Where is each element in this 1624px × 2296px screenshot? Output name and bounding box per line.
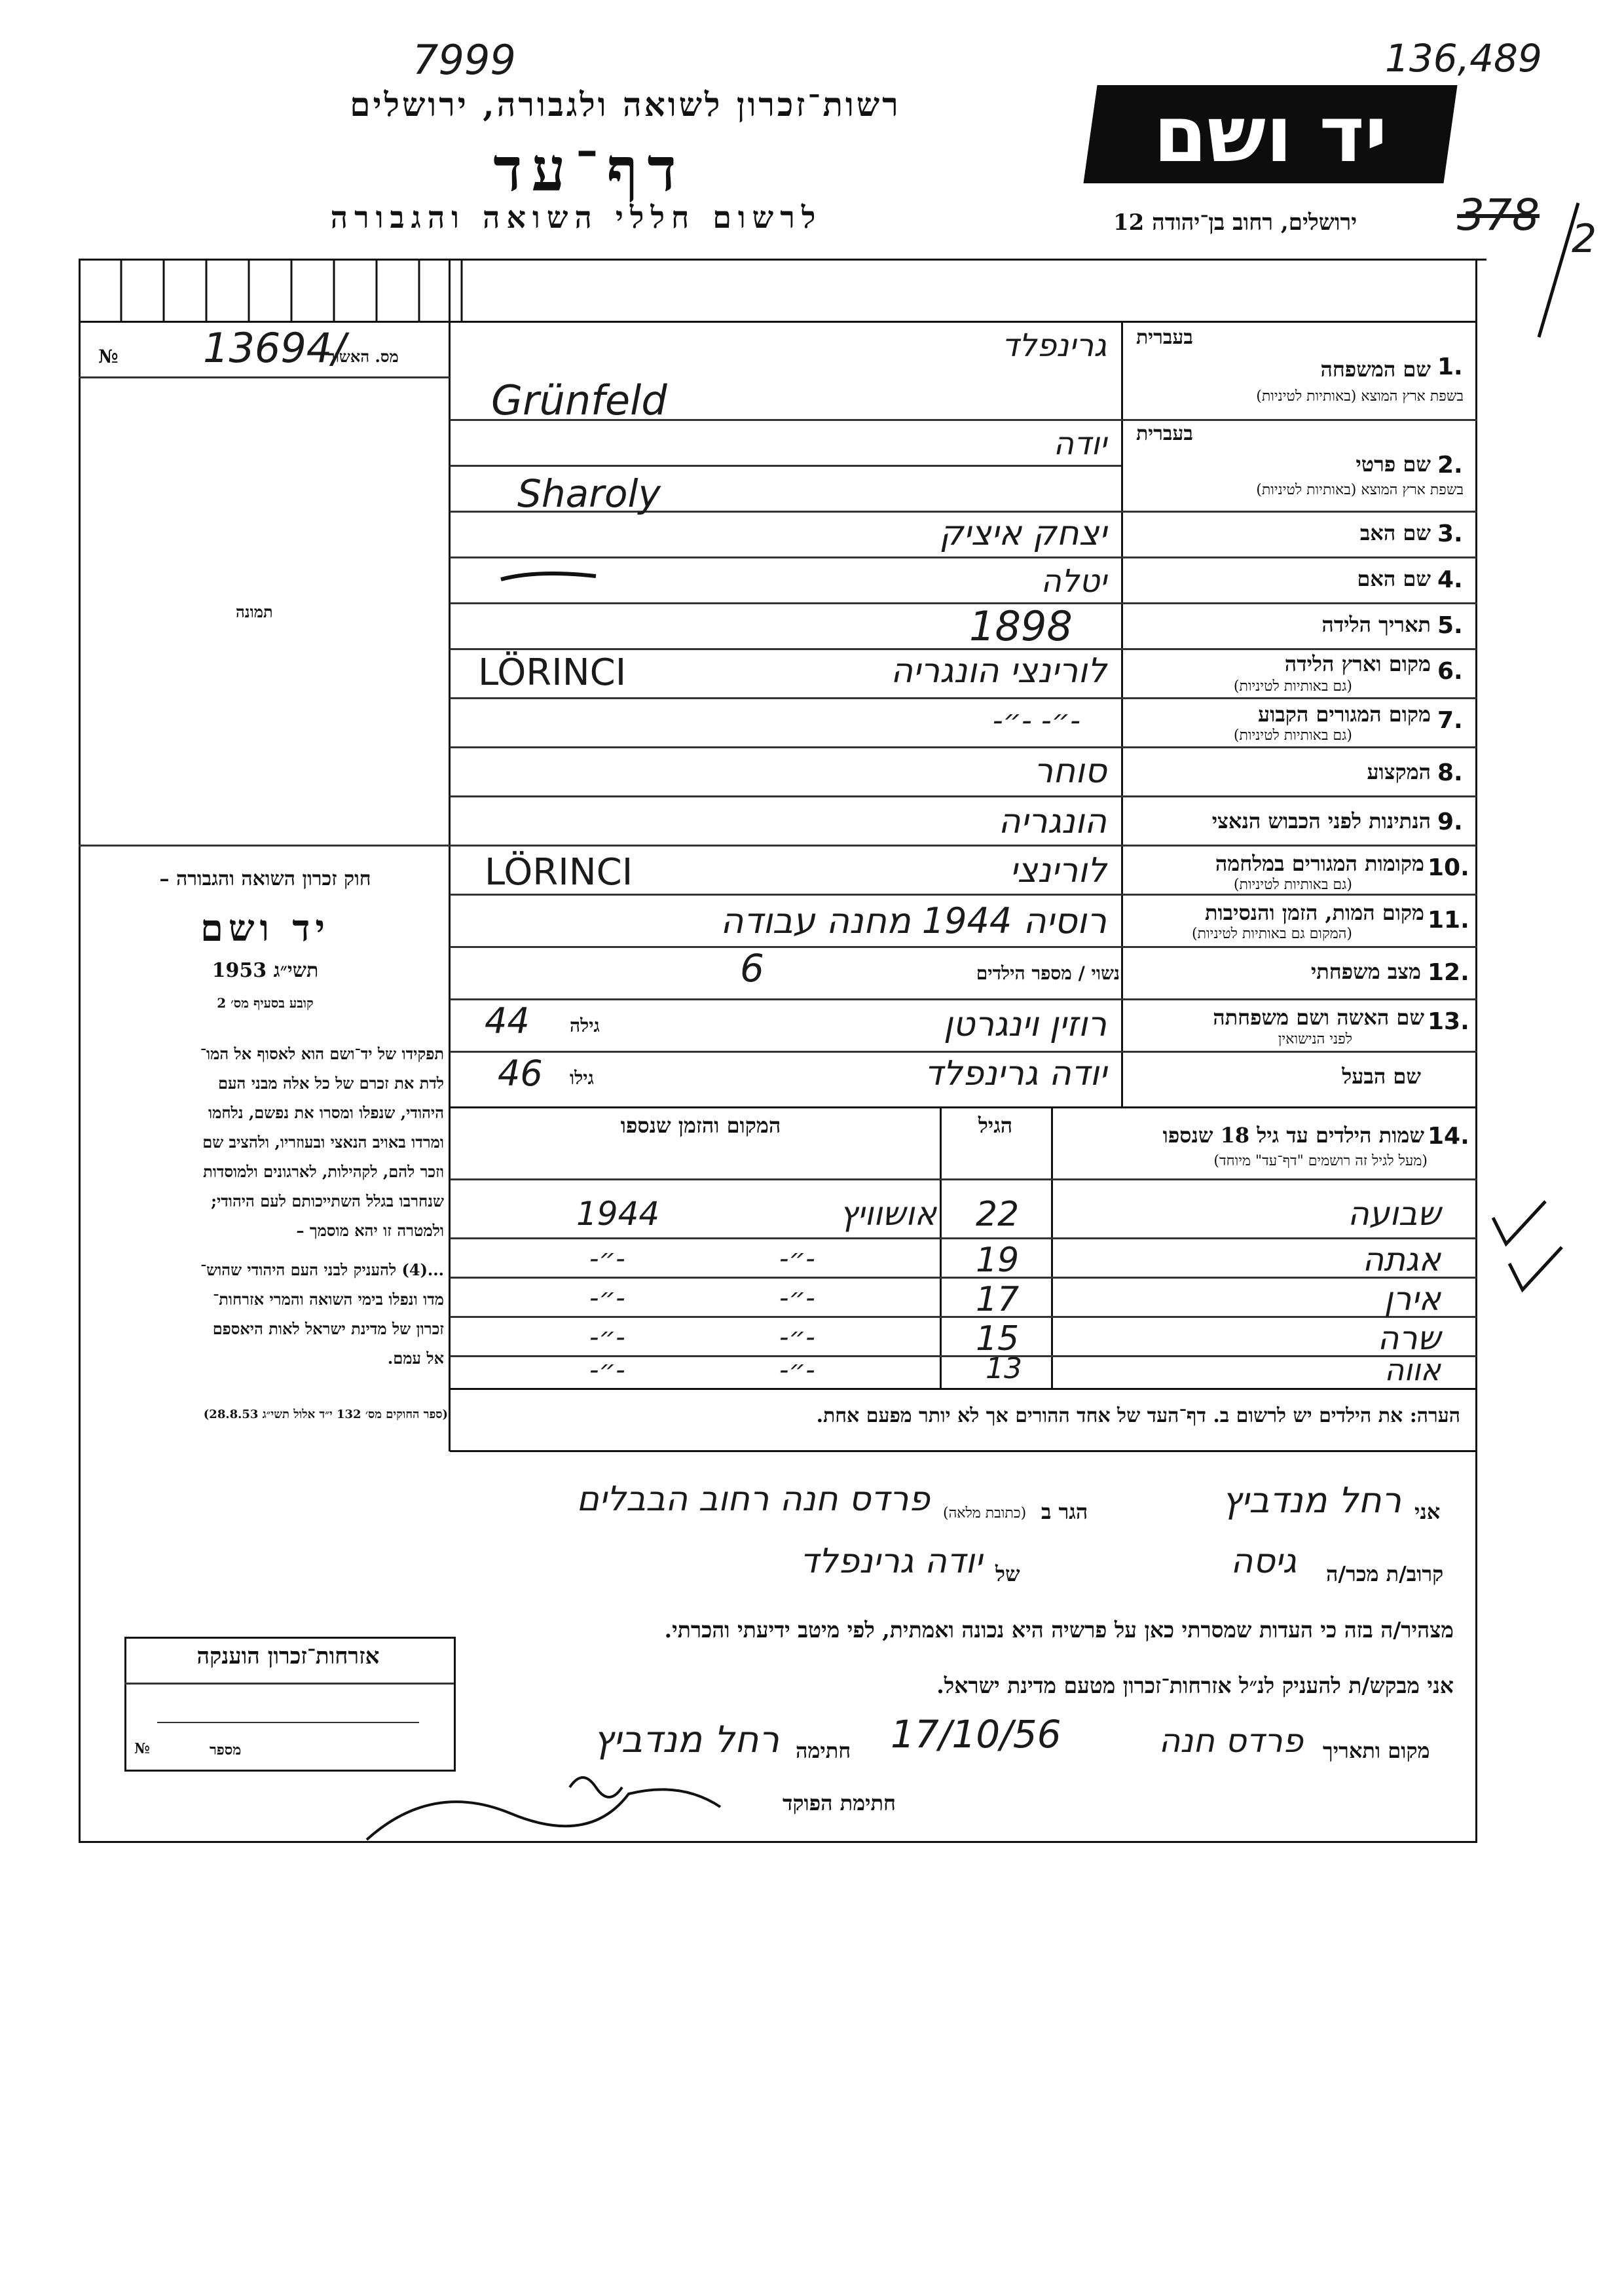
- child-2-place: -״-: [779, 1244, 815, 1274]
- declaration-resides: הגר ב: [1041, 1499, 1088, 1524]
- declaration-addr-hint: (כתובת מלאה): [943, 1505, 1027, 1522]
- law-clause: קובע בסעיף מס׳ 2: [217, 995, 314, 1011]
- field-3-value: יצחק איציק: [939, 514, 1107, 553]
- place-date-label: מקום ותאריך: [1323, 1738, 1430, 1763]
- field-4-dash-icon: [498, 563, 602, 589]
- field-11-label: מקום המות, הזמן והנסיבות: [1204, 900, 1424, 925]
- child-4-place: -״-: [779, 1322, 815, 1353]
- stamp-number-label: מספר: [210, 1741, 242, 1758]
- field-6-value-latin: LÖRINCI: [478, 651, 627, 694]
- field-8-value: סוחר: [1033, 752, 1107, 791]
- place-value: פרדס חנה: [1158, 1722, 1303, 1760]
- field-6-num: 6.: [1437, 658, 1463, 685]
- child-3-name: אירן: [1384, 1280, 1441, 1318]
- top-cell-strip: [79, 259, 471, 321]
- field-7-sub: (גם באותיות לטיניות): [1233, 727, 1352, 744]
- declaration-request: אני מבקש/ת להעניק לנ״ל אזרחות־זכרון מטעם מדינת ישראל.: [936, 1673, 1454, 1698]
- field-4-label: שם האם: [1357, 566, 1431, 591]
- field-10-value-latin: LÖRINCI: [485, 851, 633, 894]
- field-2-value-latin: Sharoly: [517, 471, 661, 516]
- law-source: (ספר החוקים מס׳ 132 י״ד אלול תשי״ג 28.8.53): [203, 1408, 448, 1421]
- signature-value: רחל מנדביץ: [593, 1719, 779, 1761]
- law-text-1: תפקידו של יד־ושם הוא לאסוף אל המו־: [200, 1044, 444, 1063]
- stamp-no-mark: №: [134, 1740, 150, 1757]
- child-4-year: -״-: [589, 1322, 625, 1353]
- declaration-ani: אני: [1414, 1499, 1441, 1524]
- field-12-num: 12.: [1428, 959, 1469, 986]
- field-7-label: מקום המגורים הקבוע: [1258, 702, 1431, 727]
- field-13-num: 13.: [1428, 1008, 1469, 1035]
- authority-header: רשות־זכרון לשואה ולגבורה, ירושלים: [350, 85, 901, 124]
- right-handwritten-number: 136,489: [1385, 36, 1542, 81]
- field-11-value: רוסיה 1944 מחנה עבודה: [720, 900, 1107, 941]
- registration-label: מס. האשור: [327, 347, 399, 366]
- law-text-3: היהודי, שנפלו ומסרו את נפשם, נלחמו: [208, 1103, 444, 1122]
- field-3-label: שם האב: [1359, 520, 1431, 545]
- field-5-value: 1898: [969, 602, 1073, 650]
- address-handwritten-number: 378: [1457, 190, 1540, 240]
- relative-label: קרוב/ת מכר/ה: [1326, 1561, 1444, 1586]
- field-2-num: 2.: [1437, 452, 1463, 479]
- field-8-label: המקצוע: [1367, 759, 1431, 784]
- field-9-value: הונגריה: [998, 802, 1107, 841]
- husband-age: 46: [498, 1053, 543, 1094]
- child-5-year: -״-: [589, 1355, 625, 1385]
- law-text-2: לדת את זכרם של כל אלה מבני העם: [218, 1074, 444, 1093]
- corner-mark: 2: [1572, 216, 1597, 262]
- child-1-age: 22: [976, 1195, 1020, 1234]
- field-10-value: לורינצי: [1009, 851, 1107, 890]
- top-handwritten-number: 7999: [413, 36, 516, 84]
- children-label: שמות הילדים עד גיל 18 שנספו: [1162, 1123, 1424, 1148]
- signature-label: חתימה: [796, 1738, 851, 1763]
- field-7-value: -״- -״-: [992, 704, 1080, 737]
- field-11-sub: (המקום גם באותיות לטיניות): [1192, 926, 1352, 942]
- law-text-8: ...(4) להעניק לבני העם היהודי שהוש־: [200, 1260, 444, 1279]
- law-text-4: ומרדו באויב הנאצי ובעוזריו, ולהציב שם: [202, 1133, 444, 1152]
- child-3-age: 17: [976, 1280, 1020, 1319]
- field-2-hebrew-tag: בעברית: [1136, 422, 1193, 445]
- photo-label: תמונה: [236, 602, 273, 621]
- children-col-place: המקום והזמן שנספו: [620, 1113, 781, 1138]
- law-year: תשי״ג 1953: [212, 959, 319, 982]
- field-7-num: 7.: [1437, 707, 1463, 734]
- field-1-num: 1.: [1437, 354, 1463, 380]
- field-9-num: 9.: [1437, 809, 1463, 835]
- husband-label: שם הבעל: [1342, 1064, 1421, 1089]
- field-13-label: שם האשה ושם משפחתה: [1213, 1005, 1424, 1030]
- declaration-statement: מצהיר/ה בזה כי העדות שמסרתי כאן על פרשיה היא נכונה ואמתית, לפי מיטב ידיעתי והכרתי.: [664, 1617, 1454, 1643]
- field-6-value: לורינצי הונגריה: [891, 651, 1107, 691]
- child-2-name: אגתה: [1362, 1241, 1441, 1279]
- field-6-sub: (גם באותיות לטיניות): [1233, 678, 1352, 695]
- children-col-age: הגיל: [978, 1113, 1013, 1138]
- children-sub: (מעל לגיל זה רושמים "דף־עד" מיוחד): [1213, 1153, 1428, 1169]
- yad-vashem-logo: יד ושם: [1153, 89, 1388, 179]
- field-10-num: 10.: [1428, 854, 1469, 881]
- field-13-value: רוזין וינגרטן: [943, 1005, 1107, 1044]
- note-text: הערה: את הילדים יש לרשום ב. דף־העד של אחד ההורים אך לא יותר מפעם אחת.: [816, 1404, 1460, 1427]
- field-1-value-hebrew: גרינפלד: [1001, 327, 1107, 364]
- child-4-age: 15: [976, 1319, 1020, 1358]
- law-text-11: אל עמם.: [387, 1349, 444, 1368]
- husband-age-label: גילו: [570, 1067, 594, 1089]
- law-text-10: זכרון של מדינת ישראל לאות היאספם: [212, 1319, 444, 1338]
- registration-no-mark: №: [98, 346, 119, 367]
- field-8-num: 8.: [1437, 759, 1463, 786]
- field-1-label: שם המשפחה: [1320, 357, 1431, 382]
- child-1-year: 1944: [576, 1195, 660, 1233]
- field-12-inline: נשוי / מספר הילדים: [976, 962, 1120, 984]
- child-4-name: שרה: [1377, 1319, 1441, 1357]
- field-13-sub: לפני הנישואין: [1278, 1031, 1352, 1048]
- check-mark-icon: [1490, 1198, 1549, 1250]
- child-2-age: 19: [976, 1241, 1020, 1280]
- field-10-label: מקומות המגורים במלחמה: [1215, 851, 1424, 876]
- field-6-label: מקום וארץ הלידה: [1284, 651, 1431, 676]
- field-10-sub: (גם באותיות לטיניות): [1233, 877, 1352, 893]
- field-1-value-latin: Grünfeld: [491, 376, 667, 424]
- date-value: 17/10/56: [891, 1712, 1061, 1757]
- page-title: דף־עד: [493, 134, 686, 205]
- field-9-label: הנתינות לפני הכבוש הנאצי: [1211, 809, 1431, 833]
- field-5-label: תאריך הלידה: [1321, 612, 1431, 637]
- law-title: חוק זכרון השואה והגבורה –: [159, 867, 371, 890]
- field-4-num: 4.: [1437, 566, 1463, 593]
- law-text-7: ולמטרה זו יהא מוסמך –: [296, 1221, 444, 1240]
- field-5-num: 5.: [1437, 612, 1463, 639]
- officer-signature-label: חתימת הפוקד: [783, 1791, 896, 1815]
- law-text-9: מדו ונפלו בימי השואה והמרי אזרחות־: [213, 1290, 444, 1309]
- field-1-sub: בשפת ארץ המוצא (באותיות לטיניות): [1256, 388, 1464, 405]
- field-4-value: יטלה: [1041, 563, 1107, 600]
- stamp-title: אזרחות־זכרון הוענקה: [196, 1643, 380, 1669]
- child-5-place: -״-: [779, 1355, 815, 1385]
- field-12-value: 6: [740, 946, 764, 991]
- law-text-5: וזכר להם, לקהילות, לארגונים ולמוסדות: [203, 1162, 444, 1181]
- address: ירושלים, רחוב בן־יהודה 12: [1113, 210, 1357, 236]
- field-3-num: 3.: [1437, 520, 1463, 547]
- child-1-place: אושוויץ: [840, 1195, 936, 1233]
- of-name: יודה גרינפלד: [800, 1542, 982, 1581]
- page-subtitle: לרשום חללי השואה והגבורה: [330, 200, 822, 235]
- field-13-age-label: גילה: [570, 1015, 600, 1036]
- field-2-value-hebrew: יודה: [1053, 426, 1107, 462]
- declarant-address: פרדס חנה רחוב הבבלים: [576, 1480, 930, 1519]
- check-mark-icon: [1506, 1244, 1565, 1296]
- child-1-name: שבועה: [1348, 1195, 1441, 1233]
- field-2-label: שם פרטי: [1356, 452, 1431, 477]
- children-num: 14.: [1428, 1123, 1469, 1150]
- field-11-num: 11.: [1428, 907, 1469, 934]
- child-3-year: -״-: [589, 1283, 625, 1313]
- child-5-age: 13: [986, 1352, 1022, 1385]
- field-12-label: מצב משפחתי: [1310, 959, 1421, 984]
- field-13-age: 44: [485, 1000, 530, 1042]
- law-text-6: שנחרבו בגלל השתייכותם לעם היהודי;: [211, 1192, 444, 1211]
- declarant-name: רחל מנדביץ: [1222, 1480, 1401, 1521]
- declaration-of: של: [995, 1561, 1020, 1586]
- registration-number: 13694/: [203, 324, 346, 372]
- husband-value: יודה גרינפלד: [924, 1054, 1107, 1093]
- relation-value: גיסה: [1230, 1542, 1297, 1581]
- law-name: יד ושם: [200, 907, 331, 950]
- corner-stroke-icon: [1526, 196, 1598, 347]
- child-3-place: -״-: [779, 1283, 815, 1313]
- field-2-sub: בשפת ארץ המוצא (באותיות לטיניות): [1256, 482, 1464, 498]
- child-2-year: -״-: [589, 1244, 625, 1274]
- field-1-hebrew-tag: בעברית: [1136, 326, 1193, 349]
- child-5-name: אווה: [1384, 1352, 1441, 1387]
